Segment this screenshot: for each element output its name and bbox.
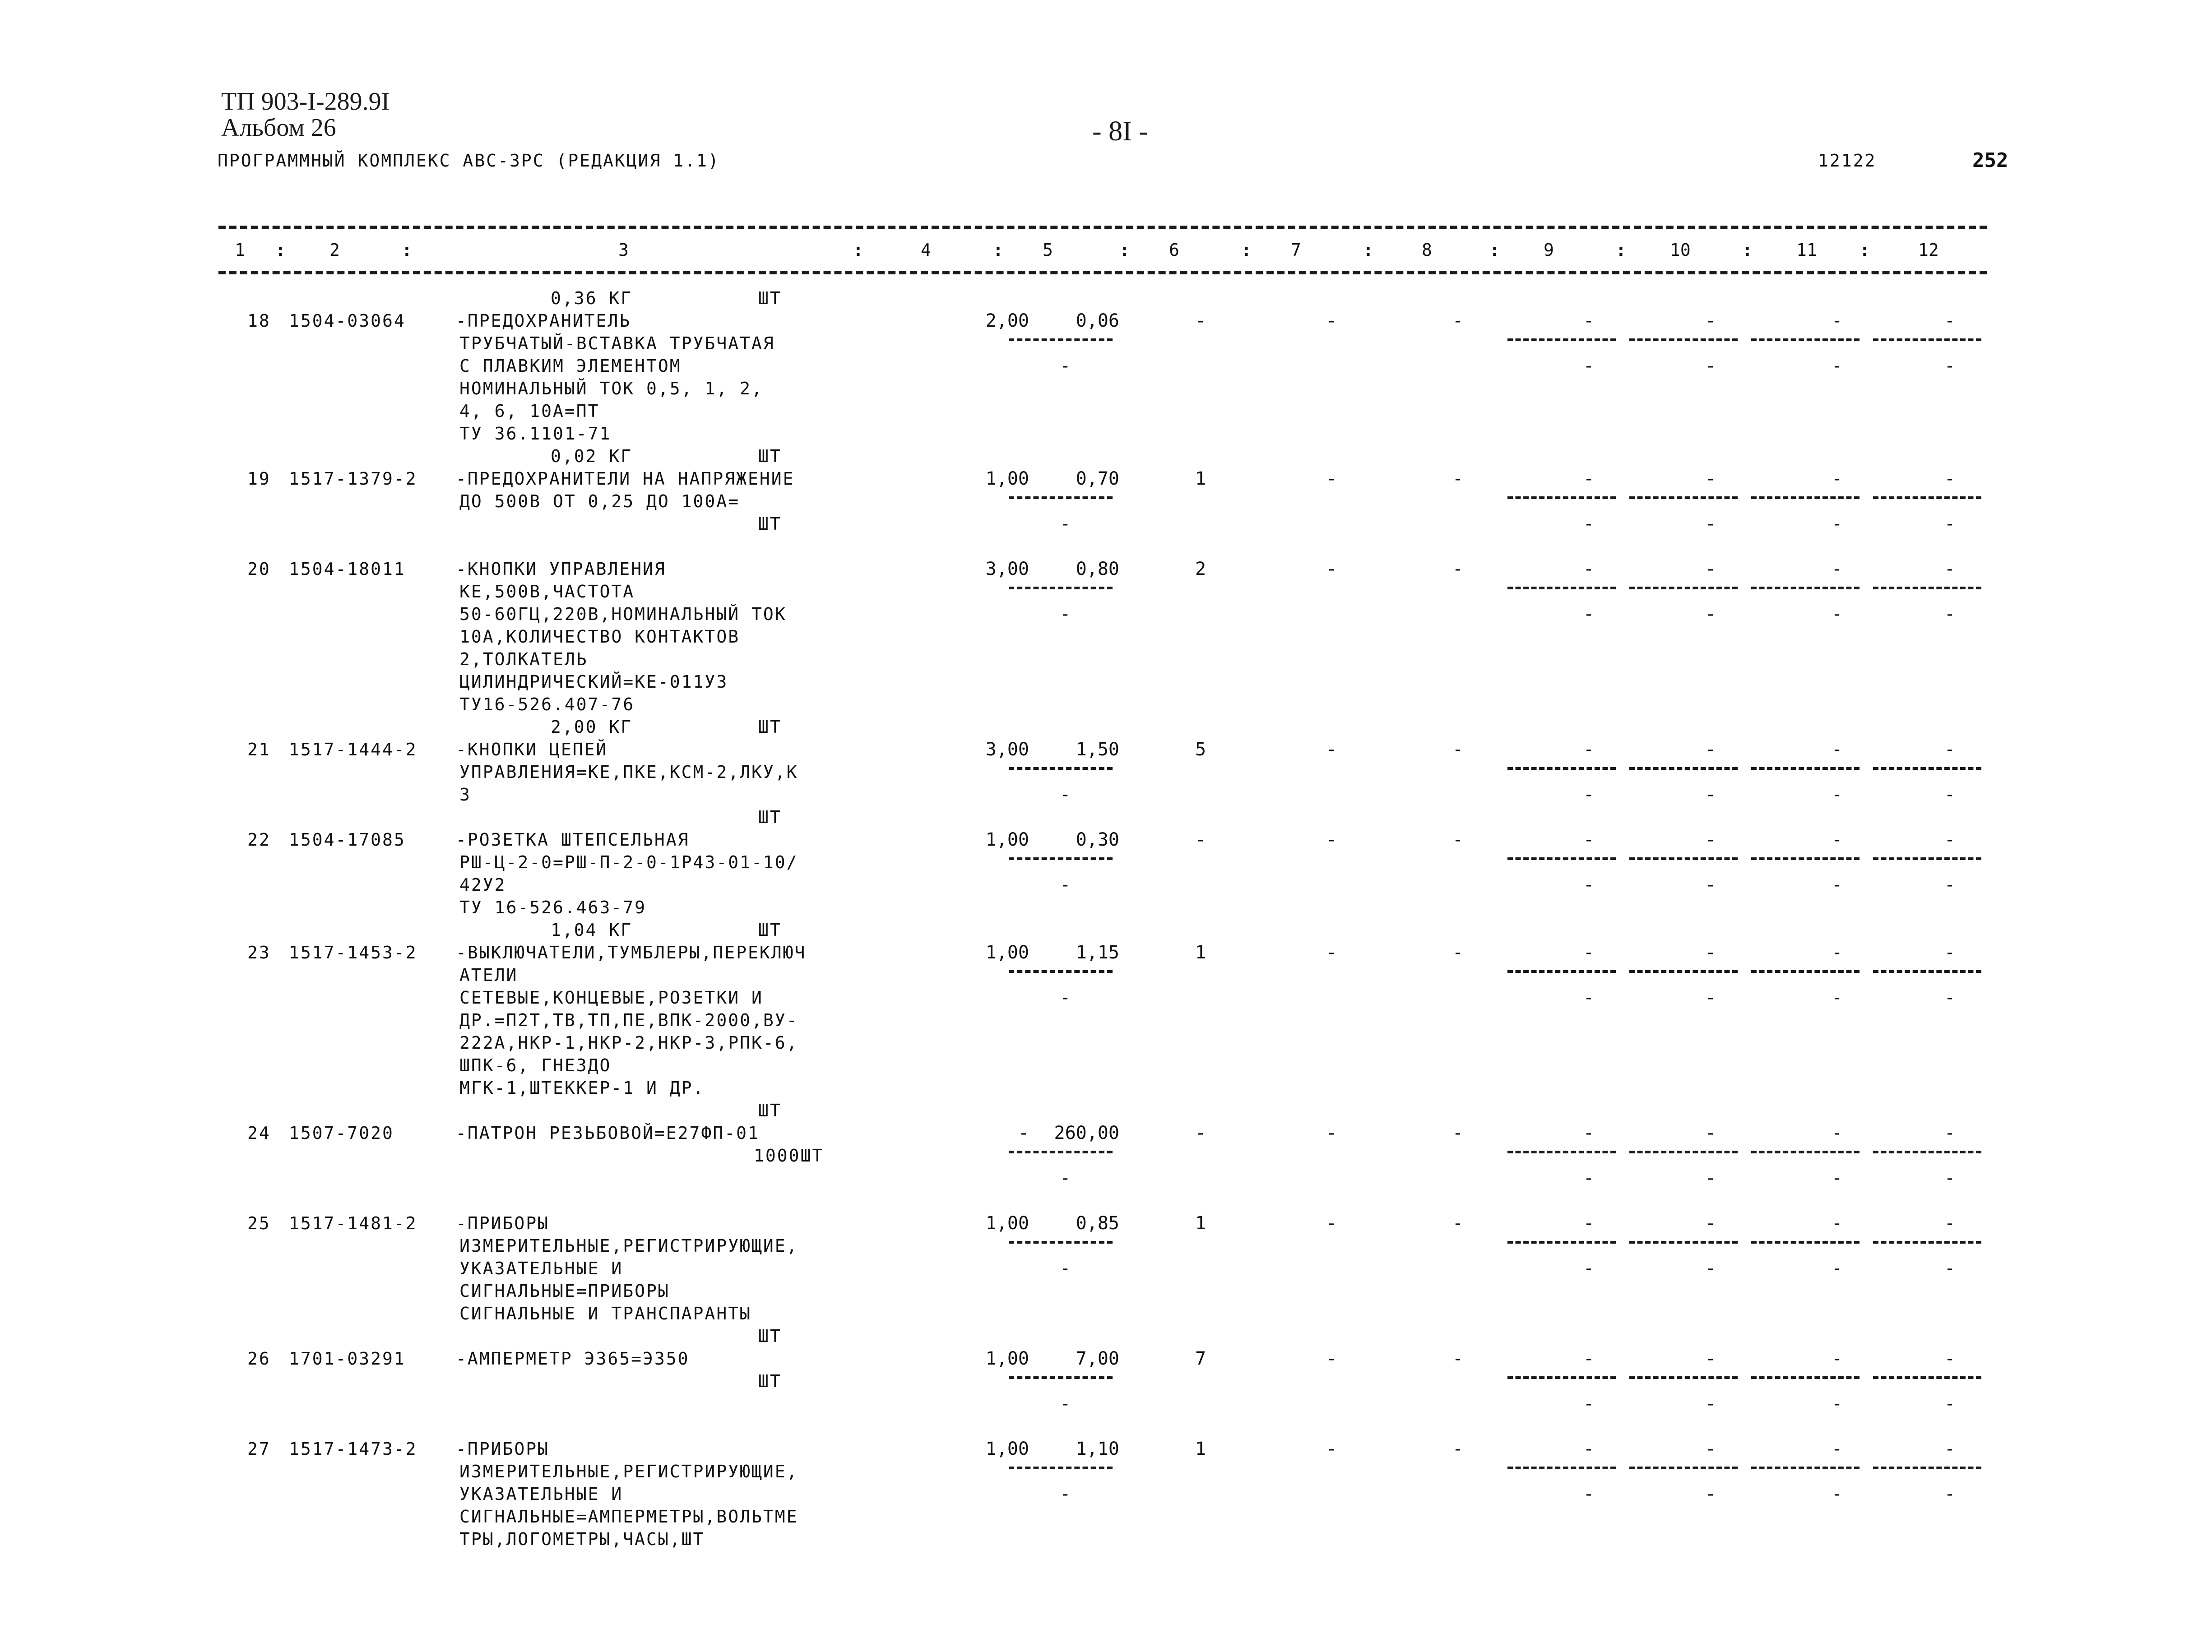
- row-number: 24: [247, 1123, 271, 1143]
- col11-below: -: [1831, 987, 1843, 1008]
- qty-value: 3,00: [985, 739, 1029, 760]
- row-description-line: НОМИНАЛЬНЫЙ ТОК 0,5, 1, 2,: [459, 379, 763, 398]
- row-description-line: ТУ16-526.407-76: [459, 694, 635, 714]
- qty-value: 1,00: [985, 1348, 1029, 1369]
- row-description-line: -ПРЕДОХРАНИТЕЛИ НА НАПРЯЖЕНИЕ: [456, 469, 795, 489]
- price-below: -: [1059, 1168, 1071, 1189]
- col12-below: -: [1944, 604, 1956, 625]
- price-value: 1,50: [1076, 739, 1119, 760]
- column-number: 8: [1422, 240, 1432, 260]
- col12-below: -: [1944, 987, 1956, 1008]
- row-code: 1504-03064: [289, 311, 406, 331]
- col6-value: 1: [1195, 942, 1206, 963]
- col9-value: -: [1583, 1123, 1595, 1143]
- col10-value: -: [1705, 468, 1716, 489]
- qty-value: 2,00: [985, 310, 1029, 331]
- row-number: 19: [247, 469, 271, 489]
- row-code: 1517-1481-2: [289, 1213, 417, 1233]
- col11-below: -: [1831, 1393, 1843, 1414]
- row-description-line: -ПРИБОРЫ: [456, 1439, 550, 1459]
- col11-underline: [1751, 587, 1860, 589]
- price-below: -: [1059, 514, 1071, 534]
- col6-value: 1: [1195, 1213, 1206, 1234]
- price-underline: [1009, 338, 1113, 341]
- col8-value: -: [1452, 829, 1464, 850]
- col10-value: -: [1705, 942, 1716, 963]
- col9-value: -: [1583, 559, 1595, 579]
- col10-value: -: [1705, 1348, 1716, 1369]
- row-description-line: 50-60ГЦ,220В,НОМИНАЛЬНЫЙ ТОК: [459, 604, 787, 624]
- row-unit: ШТ: [758, 1371, 782, 1391]
- col8-value: -: [1452, 1213, 1464, 1234]
- col10-underline: [1629, 587, 1738, 589]
- col11-underline: [1751, 1241, 1860, 1244]
- price-below: -: [1059, 356, 1071, 376]
- price-value: 1,15: [1076, 942, 1119, 963]
- price-underline: [1009, 496, 1113, 499]
- row-description-line: -АМПЕРМЕТР Э365=Э350: [456, 1349, 690, 1369]
- col9-value: -: [1583, 739, 1595, 760]
- col11-value: -: [1831, 739, 1843, 760]
- row-code: 1701-03291: [289, 1349, 406, 1369]
- price-below: -: [1059, 1484, 1071, 1504]
- price-value: 0,06: [1076, 310, 1119, 331]
- col8-value: -: [1452, 1439, 1464, 1459]
- col12-value: -: [1944, 468, 1956, 489]
- qty-value: 3,00: [985, 559, 1029, 579]
- row-description-line: -РОЗЕТКА ШТЕПСЕЛЬНАЯ: [456, 830, 690, 850]
- col10-value: -: [1705, 829, 1716, 850]
- price-underline: [1009, 1151, 1113, 1153]
- price-below: -: [1059, 604, 1071, 625]
- col12-underline: [1873, 1241, 1981, 1244]
- col7-value: -: [1326, 468, 1337, 489]
- album-label: Альбом 26: [221, 114, 336, 142]
- col11-value: -: [1831, 1123, 1843, 1143]
- col10-underline: [1629, 338, 1738, 341]
- item-weight: 0,36 КГ: [551, 288, 633, 308]
- col11-underline: [1751, 857, 1860, 860]
- col9-below: -: [1583, 875, 1595, 895]
- qty-value: 1,00: [985, 1213, 1029, 1234]
- row-number: 23: [247, 943, 271, 963]
- col10-below: -: [1705, 784, 1716, 805]
- price-value: 0,80: [1076, 559, 1119, 579]
- col12-underline: [1873, 587, 1981, 589]
- row-unit: ШТ: [758, 807, 782, 827]
- col12-underline: [1873, 338, 1981, 341]
- col10-underline: [1629, 1376, 1738, 1379]
- qty-value: -: [1018, 1123, 1029, 1143]
- col7-value: -: [1326, 1123, 1337, 1143]
- column-separator: :: [1119, 240, 1130, 260]
- row-description-line: ЦИЛИНДРИЧЕСКИЙ=КЕ-011У3: [459, 672, 728, 692]
- column-separator: :: [1616, 240, 1626, 260]
- row-description-line: ТУ 36.1101-71: [459, 424, 612, 444]
- row-description-line: СИГНАЛЬНЫЕ=ПРИБОРЫ: [459, 1281, 670, 1301]
- row-code: 1517-1379-2: [289, 469, 417, 489]
- col8-value: -: [1452, 942, 1464, 963]
- col7-value: -: [1326, 739, 1337, 760]
- col11-below: -: [1831, 875, 1843, 895]
- col9-below: -: [1583, 987, 1595, 1008]
- col9-underline: [1507, 970, 1616, 973]
- col7-value: -: [1326, 559, 1337, 579]
- row-description-line: -КНОПКИ ЦЕПЕЙ: [456, 740, 608, 759]
- col11-value: -: [1831, 1213, 1843, 1234]
- row-code: 1504-17085: [289, 830, 406, 850]
- col6-value: 2: [1195, 559, 1206, 579]
- column-number: 4: [921, 240, 931, 260]
- program-title: ПРОГРАММНЫЙ КОМПЛЕКС АВС-3РС (РЕДАКЦИЯ 1.1): [218, 151, 720, 171]
- col8-value: -: [1452, 468, 1464, 489]
- qty-value: 1,00: [985, 468, 1029, 489]
- col12-below: -: [1944, 784, 1956, 805]
- col10-underline: [1629, 1241, 1738, 1244]
- row-number: 25: [247, 1213, 271, 1233]
- col9-underline: [1507, 1376, 1616, 1379]
- col12-underline: [1873, 970, 1981, 973]
- col12-below: -: [1944, 1484, 1956, 1504]
- row-description-line: ИЗМЕРИТЕЛЬНЫЕ,РЕГИСТРИРУЮЩИЕ,: [459, 1462, 798, 1481]
- col9-underline: [1507, 857, 1616, 860]
- col10-underline: [1629, 496, 1738, 499]
- col9-below: -: [1583, 784, 1595, 805]
- col10-value: -: [1705, 1439, 1716, 1459]
- row-code: 1504-18011: [289, 559, 406, 579]
- col9-below: -: [1583, 1393, 1595, 1414]
- row-description-line: 10А,КОЛИЧЕСТВО КОНТАКТОВ: [459, 627, 740, 647]
- col12-below: -: [1944, 1258, 1956, 1279]
- col12-underline: [1873, 857, 1981, 860]
- price-underline: [1009, 587, 1113, 589]
- row-unit: ШТ: [758, 1326, 782, 1346]
- row-weight: 1,04 КГ: [551, 920, 633, 940]
- row-description-line: ДО 500В ОТ 0,25 ДО 100А=: [459, 491, 740, 511]
- row-code: 1517-1473-2: [289, 1439, 417, 1459]
- price-value: 1,10: [1076, 1439, 1119, 1459]
- col8-value: -: [1452, 1123, 1464, 1143]
- column-separator: :: [1241, 240, 1252, 260]
- col10-below: -: [1705, 356, 1716, 376]
- col9-underline: [1507, 767, 1616, 770]
- col11-below: -: [1831, 784, 1843, 805]
- col11-value: -: [1831, 829, 1843, 850]
- col11-underline: [1751, 1376, 1860, 1379]
- col7-value: -: [1326, 1213, 1337, 1234]
- row-description-line: 42У2: [459, 875, 506, 895]
- col12-below: -: [1944, 875, 1956, 895]
- col7-value: -: [1326, 942, 1337, 963]
- col12-value: -: [1944, 1213, 1956, 1234]
- column-number: 7: [1291, 240, 1301, 260]
- row-description-line: УКАЗАТЕЛЬНЫЕ И: [459, 1259, 623, 1278]
- col8-value: -: [1452, 739, 1464, 760]
- row-description-line: СИГНАЛЬНЫЕ=АМПЕРМЕТРЫ,ВОЛЬТМЕ: [459, 1507, 798, 1527]
- col9-value: -: [1583, 1439, 1595, 1459]
- col10-below: -: [1705, 987, 1716, 1008]
- col9-below: -: [1583, 514, 1595, 534]
- qty-value: 1,00: [985, 1439, 1029, 1459]
- row-unit: 1000ШТ: [754, 1146, 824, 1166]
- col12-below: -: [1944, 1168, 1956, 1189]
- row-description-line: СЕТЕВЫЕ,КОНЦЕВЫЕ,РОЗЕТКИ И: [459, 988, 763, 1008]
- row-description-line: -ВЫКЛЮЧАТЕЛИ,ТУМБЛЕРЫ,ПЕРЕКЛЮЧ: [456, 943, 807, 963]
- col8-value: -: [1452, 310, 1464, 331]
- col10-underline: [1629, 970, 1738, 973]
- col9-below: -: [1583, 1168, 1595, 1189]
- row-description-line: УКАЗАТЕЛЬНЫЕ И: [459, 1484, 623, 1504]
- price-below: -: [1059, 875, 1071, 895]
- col9-value: -: [1583, 468, 1595, 489]
- col9-underline: [1507, 338, 1616, 341]
- col12-value: -: [1944, 739, 1956, 760]
- col10-value: -: [1705, 1123, 1716, 1143]
- col10-below: -: [1705, 1258, 1716, 1279]
- col11-underline: [1751, 338, 1860, 341]
- col12-value: -: [1944, 1123, 1956, 1143]
- col10-value: -: [1705, 559, 1716, 579]
- row-description-line: МГК-1,ШТЕККЕР-1 И ДР.: [459, 1078, 705, 1098]
- row-unit: ШТ: [758, 446, 782, 466]
- col6-value: -: [1195, 310, 1206, 331]
- col11-below: -: [1831, 356, 1843, 376]
- col9-below: -: [1583, 356, 1595, 376]
- col10-below: -: [1705, 604, 1716, 625]
- row-description-line: ТРУБЧАТЫЙ-ВСТАВКА ТРУБЧАТАЯ: [459, 333, 775, 353]
- row-description-line: КЕ,500В,ЧАСТОТА: [459, 582, 635, 602]
- row-weight: 2,00 КГ: [551, 717, 633, 737]
- col10-underline: [1629, 857, 1738, 860]
- row-number: 20: [247, 559, 271, 579]
- price-underline: [1009, 767, 1113, 770]
- price-value: 260,00: [1054, 1123, 1119, 1143]
- col10-underline: [1629, 767, 1738, 770]
- col11-underline: [1751, 496, 1860, 499]
- col9-underline: [1507, 1241, 1616, 1244]
- row-description-line: СИГНАЛЬНЫЕ И ТРАНСПАРАНТЫ: [459, 1304, 751, 1323]
- col6-value: -: [1195, 829, 1206, 850]
- col12-underline: [1873, 1376, 1981, 1379]
- col9-below: -: [1583, 604, 1595, 625]
- col11-underline: [1751, 1151, 1860, 1153]
- price-underline: [1009, 1467, 1113, 1469]
- col12-value: -: [1944, 310, 1956, 331]
- document-stamp: [221, 88, 390, 141]
- col10-below: -: [1705, 1484, 1716, 1504]
- col9-underline: [1507, 1151, 1616, 1153]
- col10-below: -: [1705, 514, 1716, 534]
- row-description-line: -КНОПКИ УПРАВЛЕНИЯ: [456, 559, 666, 579]
- column-number: 10: [1670, 240, 1691, 260]
- row-number: 22: [247, 830, 271, 850]
- row-description-line: -ПРЕДОХРАНИТЕЛЬ: [456, 311, 631, 331]
- column-separator: :: [1860, 240, 1870, 260]
- row-number: 27: [247, 1439, 271, 1459]
- row-number: 26: [247, 1349, 271, 1369]
- col11-below: -: [1831, 514, 1843, 534]
- row-unit: ШТ: [758, 1101, 782, 1120]
- price-below: -: [1059, 784, 1071, 805]
- col12-underline: [1873, 1151, 1981, 1153]
- col10-below: -: [1705, 875, 1716, 895]
- column-number: 1: [235, 240, 245, 260]
- doc-code: ТП 903-I-289.9I: [221, 88, 390, 116]
- column-number: 5: [1043, 240, 1053, 260]
- col11-below: -: [1831, 604, 1843, 625]
- col9-underline: [1507, 587, 1616, 589]
- row-description-line: ШПК-6, ГНЕЗДО: [459, 1055, 612, 1075]
- col11-value: -: [1831, 1439, 1843, 1459]
- row-description-line: С ПЛАВКИМ ЭЛЕМЕНТОМ: [459, 356, 682, 376]
- price-underline: [1009, 1376, 1113, 1379]
- sheet-number: 252: [1972, 149, 2008, 172]
- col8-value: -: [1452, 1348, 1464, 1369]
- col7-value: -: [1326, 1348, 1337, 1369]
- column-number: 11: [1796, 240, 1817, 260]
- column-number: 9: [1544, 240, 1554, 260]
- col6-value: 5: [1195, 739, 1206, 760]
- price-below: -: [1059, 1258, 1071, 1279]
- row-unit: ШТ: [758, 514, 782, 534]
- qty-value: 1,00: [985, 942, 1029, 963]
- page-number: - 8I -: [1092, 116, 1148, 147]
- col9-value: -: [1583, 942, 1595, 963]
- col6-value: 7: [1195, 1348, 1206, 1369]
- col11-below: -: [1831, 1484, 1843, 1504]
- column-number: 12: [1918, 240, 1939, 260]
- column-separator: :: [853, 240, 863, 260]
- row-weight: 0,02 КГ: [551, 446, 633, 466]
- col7-value: -: [1326, 1439, 1337, 1459]
- col9-value: -: [1583, 1213, 1595, 1234]
- col12-below: -: [1944, 514, 1956, 534]
- col9-underline: [1507, 1467, 1616, 1469]
- col11-value: -: [1831, 1348, 1843, 1369]
- column-number: 3: [618, 240, 629, 260]
- column-separator: :: [275, 240, 286, 260]
- row-number: 21: [247, 740, 271, 759]
- row-description-line: -ПРИБОРЫ: [456, 1213, 550, 1233]
- column-separator: :: [993, 240, 1003, 260]
- price-value: 7,00: [1076, 1348, 1119, 1369]
- col12-below: -: [1944, 1393, 1956, 1414]
- col7-value: -: [1326, 829, 1337, 850]
- price-underline: [1009, 1241, 1113, 1244]
- table-top-rule: [218, 226, 1987, 229]
- col10-underline: [1629, 1151, 1738, 1153]
- row-description-line: 222А,НКР-1,НКР-2,НКР-3,РПК-6,: [459, 1033, 798, 1053]
- col11-below: -: [1831, 1258, 1843, 1279]
- col9-value: -: [1583, 1348, 1595, 1369]
- row-code: 1517-1453-2: [289, 943, 417, 963]
- col10-below: -: [1705, 1393, 1716, 1414]
- col12-underline: [1873, 767, 1981, 770]
- column-separator: :: [1489, 240, 1500, 260]
- col11-value: -: [1831, 559, 1843, 579]
- col6-value: 1: [1195, 468, 1206, 489]
- col9-value: -: [1583, 310, 1595, 331]
- col12-underline: [1873, 496, 1981, 499]
- price-underline: [1009, 970, 1113, 973]
- row-description-line: 4, 6, 10А=ПТ: [459, 401, 600, 421]
- col10-value: -: [1705, 739, 1716, 760]
- col6-value: 1: [1195, 1439, 1206, 1459]
- column-separator: :: [1363, 240, 1373, 260]
- row-code: 1517-1444-2: [289, 740, 417, 759]
- sheet-code: 12122: [1818, 151, 1877, 171]
- qty-value: 1,00: [985, 829, 1029, 850]
- col11-value: -: [1831, 942, 1843, 963]
- col10-value: -: [1705, 1213, 1716, 1234]
- col11-underline: [1751, 970, 1860, 973]
- column-separator: :: [402, 240, 412, 260]
- price-value: 0,85: [1076, 1213, 1119, 1234]
- row-description-line: -ПАТРОН РЕЗЬБОВОЙ=Е27ФП-01: [456, 1123, 760, 1143]
- item-unit: ШТ: [758, 288, 782, 308]
- column-separator: :: [1742, 240, 1753, 260]
- price-value: 0,30: [1076, 829, 1119, 850]
- col10-underline: [1629, 1467, 1738, 1469]
- price-below: -: [1059, 1393, 1071, 1414]
- col9-below: -: [1583, 1258, 1595, 1279]
- col11-value: -: [1831, 310, 1843, 331]
- column-number: 6: [1169, 240, 1179, 260]
- col7-value: -: [1326, 310, 1337, 331]
- row-description-line: АТЕЛИ: [459, 965, 518, 985]
- row-number: 18: [247, 311, 271, 331]
- col11-underline: [1751, 1467, 1860, 1469]
- price-underline: [1009, 857, 1113, 860]
- col12-below: -: [1944, 356, 1956, 376]
- row-description-line: 3: [459, 785, 471, 805]
- col10-below: -: [1705, 1168, 1716, 1189]
- row-description-line: ТРЫ,ЛОГОМЕТРЫ,ЧАСЫ,ШТ: [459, 1529, 705, 1549]
- col9-value: -: [1583, 829, 1595, 850]
- row-description-line: 2,ТОЛКАТЕЛЬ: [459, 649, 588, 669]
- col12-value: -: [1944, 829, 1956, 850]
- col12-value: -: [1944, 942, 1956, 963]
- row-unit: ШТ: [758, 717, 782, 737]
- col12-underline: [1873, 1467, 1981, 1469]
- column-number: 2: [329, 240, 340, 260]
- row-description-line: ДР.=П2Т,ТВ,ТП,ПЕ,ВПК-2000,ВУ-: [459, 1010, 798, 1030]
- col9-underline: [1507, 496, 1616, 499]
- col9-below: -: [1583, 1484, 1595, 1504]
- col11-value: -: [1831, 468, 1843, 489]
- col12-value: -: [1944, 1439, 1956, 1459]
- col10-value: -: [1705, 310, 1716, 331]
- row-unit: ШТ: [758, 920, 782, 940]
- price-value: 0,70: [1076, 468, 1119, 489]
- col6-value: -: [1195, 1123, 1206, 1143]
- col12-value: -: [1944, 559, 1956, 579]
- row-description-line: ИЗМЕРИТЕЛЬНЫЕ,РЕГИСТРИРУЮЩИЕ,: [459, 1236, 798, 1256]
- price-below: -: [1059, 987, 1071, 1008]
- row-code: 1507-7020: [289, 1123, 394, 1143]
- col12-value: -: [1944, 1348, 1956, 1369]
- table-header-rule: [218, 271, 1987, 274]
- col8-value: -: [1452, 559, 1464, 579]
- col11-underline: [1751, 767, 1860, 770]
- col11-below: -: [1831, 1168, 1843, 1189]
- row-description-line: УПРАВЛЕНИЯ=КЕ,ПКЕ,КСМ-2,ЛКУ,К: [459, 762, 798, 782]
- row-description-line: РШ-Ц-2-0=РШ-П-2-0-1Р43-01-10/: [459, 852, 798, 872]
- row-description-line: ТУ 16-526.463-79: [459, 898, 647, 917]
